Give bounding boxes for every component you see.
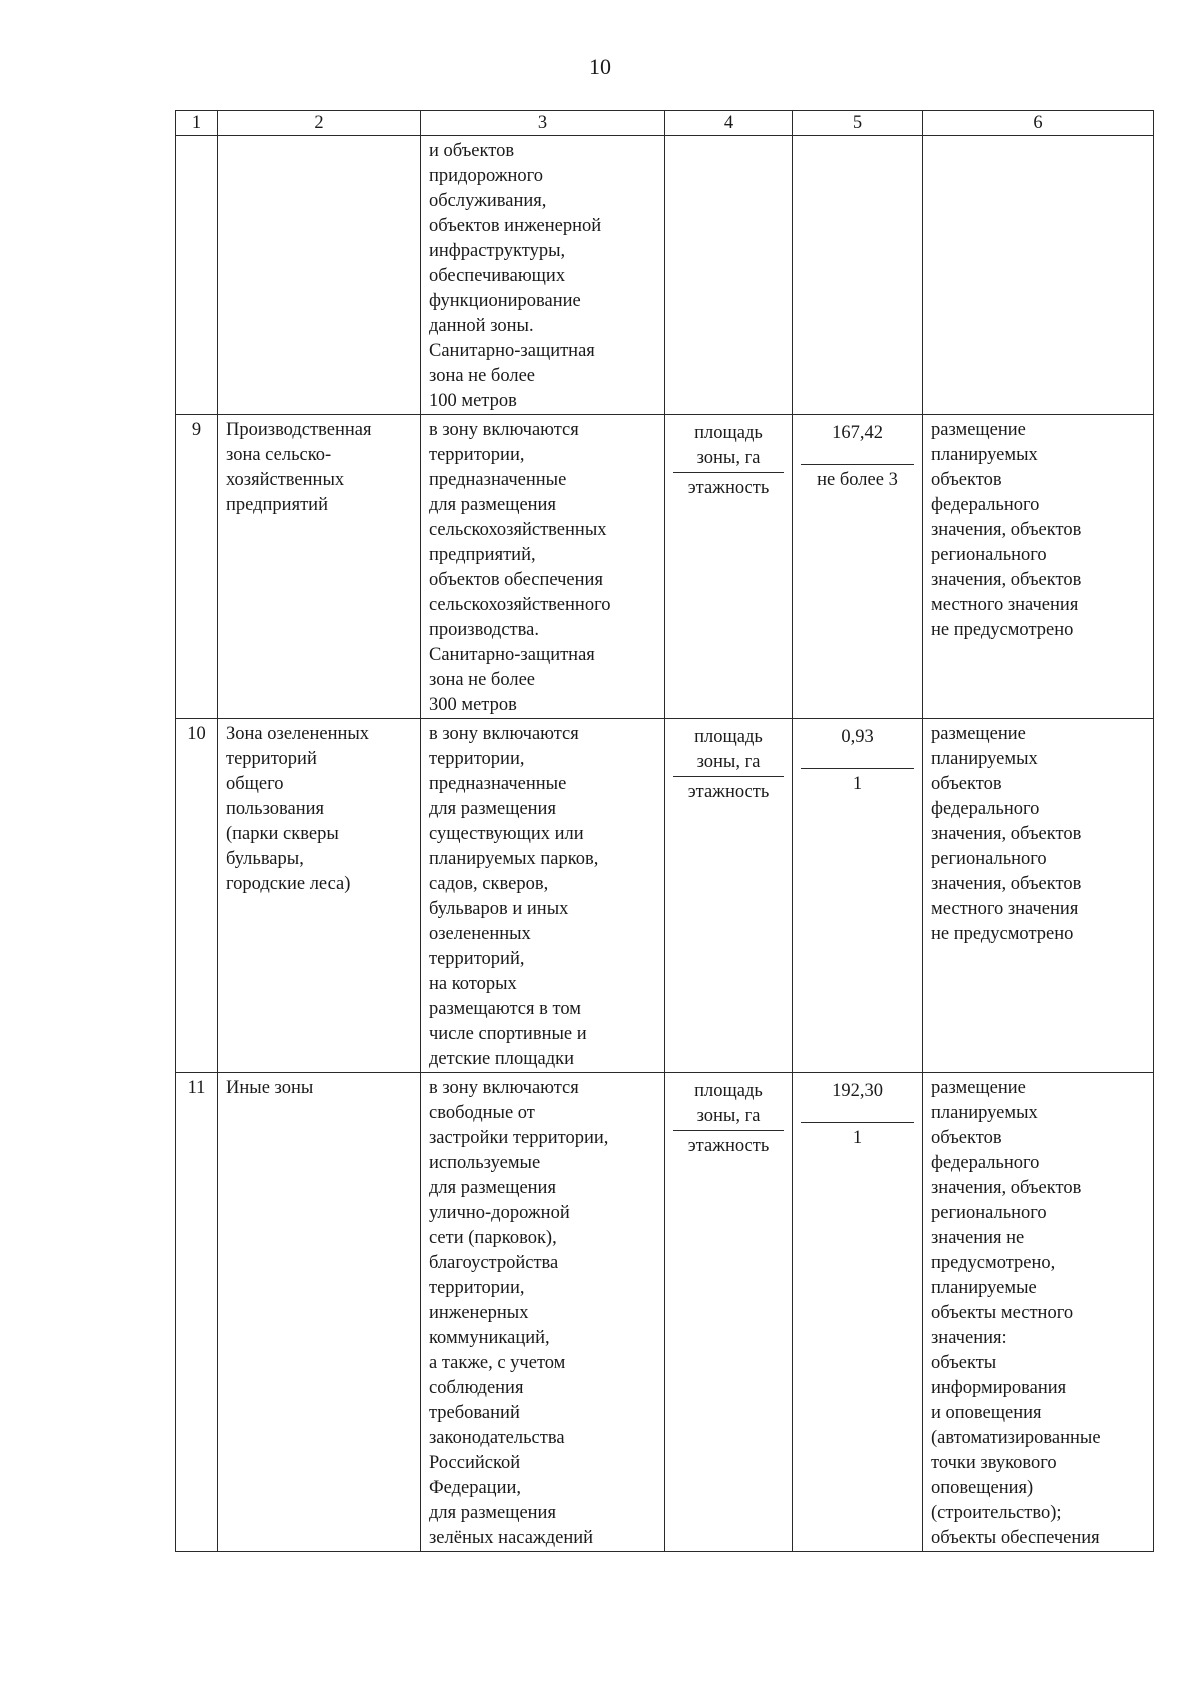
value-floors: 1 [852, 774, 863, 794]
page-number: 10 [589, 54, 611, 79]
zone-name: Зона озелененных территорий общего пользования (парки скверы бульвары, городские леса) [218, 719, 421, 1073]
parameter-floors: этажность [687, 1136, 770, 1156]
zone-parameter [665, 415, 793, 719]
zone-description: в зону включаются свободные от застройки территории, используемые для размещения улично-дорожной сети (парковок), благоустройства территории, инженерных коммуникаций, а также, с учетом соблюдения требований законодательства Российской Федерации, для размещения зелёных насаждений [421, 1073, 665, 1552]
column-header: 4 [665, 111, 793, 136]
zones-table [175, 110, 1154, 1552]
zone-number: 9 [176, 415, 218, 719]
table-row [176, 719, 1154, 1073]
zone-objects [923, 136, 1154, 415]
parameter-area: площадь зоны, га [673, 1076, 784, 1131]
zone-value [793, 415, 923, 719]
zone-name: Иные зоны [218, 1073, 421, 1552]
column-header: 1 [176, 111, 218, 136]
value-floors: 1 [852, 1128, 863, 1148]
zone-parameter [665, 1073, 793, 1552]
column-header: 6 [923, 111, 1154, 136]
zone-description: и объектов придорожного обслуживания, объектов инженерной инфраструктуры, обеспечивающих функционирование данной зоны. Санитарно-защитная зона не более 100 метров [421, 136, 665, 415]
zone-parameter [665, 719, 793, 1073]
zone-value [793, 136, 923, 415]
zone-objects: размещение планируемых объектов федерального значения, объектов регионального значения, объектов местного значения не предусмотрено [923, 719, 1154, 1073]
parameter-floors: этажность [687, 782, 770, 802]
zone-value [793, 719, 923, 1073]
table-header-row [176, 111, 1154, 136]
column-header: 5 [793, 111, 923, 136]
parameter-area: площадь зоны, га [673, 722, 784, 777]
zone-objects: размещение планируемых объектов федерального значения, объектов регионального значения, объектов местного значения не предусмотрено [923, 415, 1154, 719]
table-row [176, 1073, 1154, 1552]
column-header: 3 [421, 111, 665, 136]
value-area: 0,93 [801, 722, 914, 769]
table-row-continuation [176, 136, 1154, 415]
parameter-floors: этажность [687, 478, 770, 498]
parameter-area: площадь зоны, га [673, 418, 784, 473]
zone-number [176, 136, 218, 415]
zone-name [218, 136, 421, 415]
zone-description: в зону включаются территории, предназначенные для размещения сельскохозяйственных предприятий, объектов обеспечения сельскохозяйственного производства. Санитарно-защитная зона не более 300 метров [421, 415, 665, 719]
zone-description: в зону включаются территории, предназначенные для размещения существующих или планируемых парков, садов, скверов, бульваров и иных озелененных территорий, на которых размещаются в том числе спортивные и детские площадки [421, 719, 665, 1073]
zone-number: 10 [176, 719, 218, 1073]
zone-value [793, 1073, 923, 1552]
value-floors: не более 3 [817, 470, 898, 490]
zone-parameter [665, 136, 793, 415]
column-header: 2 [218, 111, 421, 136]
zone-objects: размещение планируемых объектов федерального значения, объектов регионального значения не предусмотрено, планируемые объекты местного значения: объекты информирования и оповещения (автоматизированные точки звукового оповещения) (строительство); объекты обеспечения [923, 1073, 1154, 1552]
zone-name: Производственная зона сельско- хозяйственных предприятий [218, 415, 421, 719]
value-area: 167,42 [801, 418, 914, 465]
zone-number: 11 [176, 1073, 218, 1552]
value-area: 192,30 [801, 1076, 914, 1123]
table-row [176, 415, 1154, 719]
